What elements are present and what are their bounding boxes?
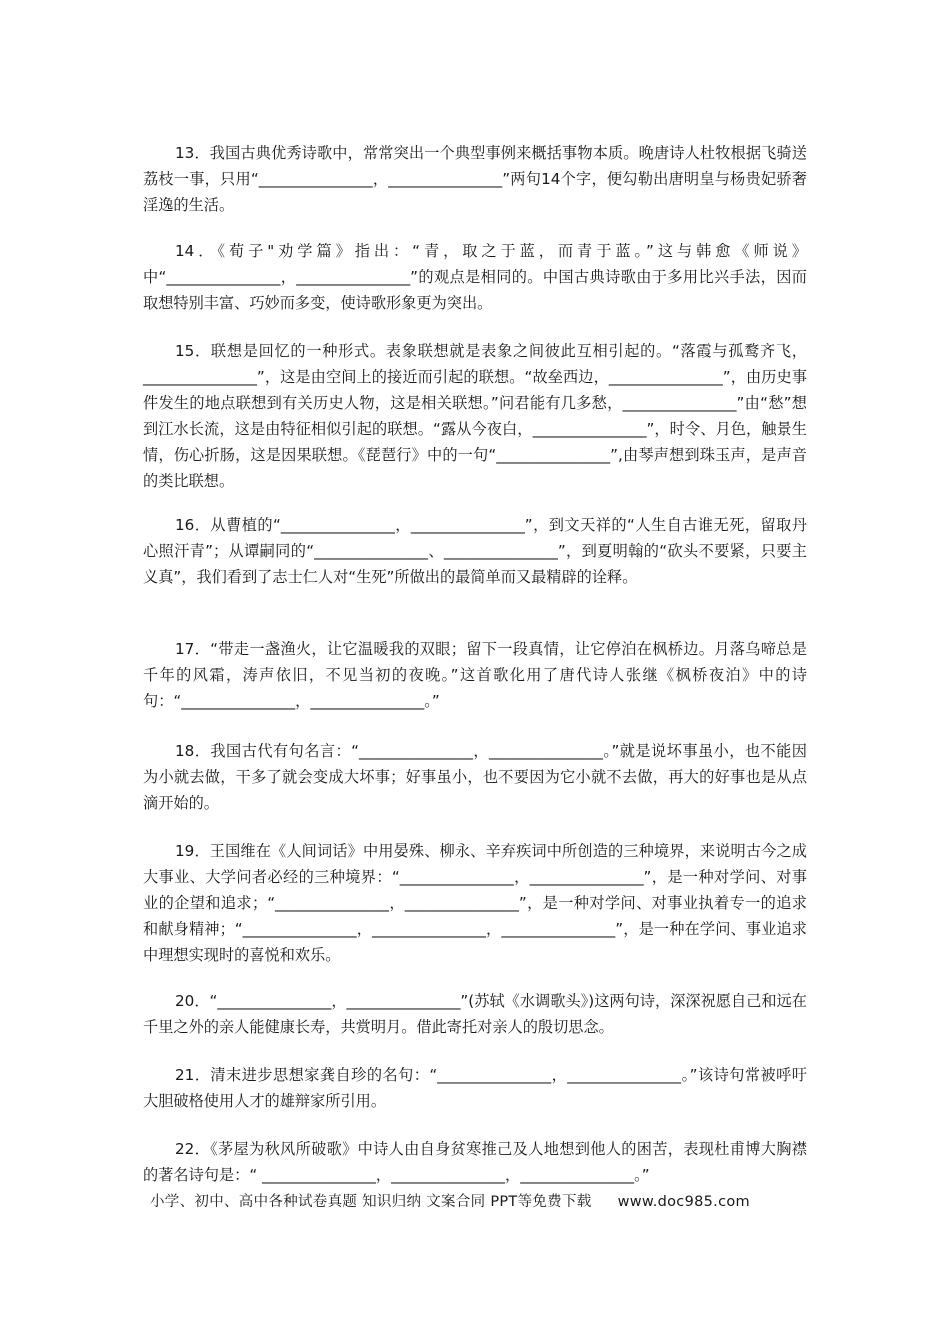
question-15 (143, 338, 807, 494)
page-footer (150, 1190, 830, 1211)
footer-website-link[interactable]: www.doc985.com (617, 1194, 750, 1210)
question-14-text: 14．《荀子"劝学篇》指出：“青，取之于蓝，而青于蓝。”这与韩愈《师说》中“_______________，_______________”的观点是相同的。中国古典诗歌由于多用比兴手法，因而取想特别丰富、巧妙而多变，使诗歌形象更为突出。 (143, 242, 807, 312)
question-22-text: 22．《茅屋为秋风所破歌》中诗人由自身贫寒推己及人地想到他人的困苦，表现杜甫博大胸襟的著名诗句是：“ _______________，_______________，_______________。” (143, 1140, 807, 1184)
footer-promo-text: 小学、初中、高中各种试卷真题 知识归纳 文案合同 PPT等免费下载 (150, 1194, 592, 1210)
question-16 (143, 512, 807, 590)
question-15-text: 15．联想是回忆的一种形式。表象联想就是表象之间彼此互相引起的。“落霞与孤鹜齐飞，_______________”，这是由空间上的接近而引起的联想。“故垒西边，_______________”，由历史事件发生的地点联想到有关历史人物，这是相关联想。”问君能有几多愁，_______________”由“愁”想到江水长流，这是由特征相似引起的联想。“露从今夜白，_______________”，时令、月色，触景生情，伤心折肠，这是因果联想。《琵琶行》中的一句“_______________”,由琴声想到珠玉声，是声音的类比联想。 (143, 342, 807, 490)
question-22 (143, 1136, 807, 1188)
question-13 (143, 140, 807, 218)
question-17-text: 17．“带走一盏渔火，让它温暖我的双眼；留下一段真情，让它停泊在枫桥边。月落乌啼总是千年的风霜，涛声依旧，不见当初的夜晚。”这首歌化用了唐代诗人张继《枫桥夜泊》中的诗句：“_______________，_______________。” (143, 640, 807, 710)
question-14 (143, 238, 807, 316)
question-20 (143, 988, 807, 1040)
question-19 (143, 838, 807, 968)
question-20-text: 20．“_______________，_______________”(苏轼《水调歌头》)这两句诗，深深祝愿自己和远在千里之外的亲人能健康长寿，共赏明月。借此寄托对亲人的殷切思念。 (143, 992, 807, 1036)
question-21-text: 21．清末进步思想家龚自珍的名句：“_______________，_______________。”该诗句常被呼吁大胆破格使用人才的雄辩家所引用。 (143, 1066, 807, 1110)
question-18 (143, 738, 807, 816)
question-18-text: 18．我国古代有句名言：“_______________，_______________。”就是说坏事虽小，也不能因为小就去做，干多了就会变成大坏事；好事虽小，也不要因为它小就不去做，再大的好事也是从点滴开始的。 (143, 742, 807, 812)
question-16-text: 16．从曹植的“_______________，_______________”，到文天祥的“人生自古谁无死，留取丹心照汗青”；从谭嗣同的“_______________、_______________”，到夏明翰的“砍头不要紧，只要主义真”，我们看到了志士仁人对“生死”所做出的最简单而又最精辟的诠释。 (143, 516, 807, 586)
question-13-text: 13．我国古典优秀诗歌中，常常突出一个典型事例来概括事物本质。晚唐诗人杜牧根据飞骑送荔枝一事，只用“_______________，_______________”两句14个字，便勾勒出唐明皇与杨贵妃骄奢淫逸的生活。 (143, 144, 807, 214)
question-19-text: 19．王国维在《人间词话》中用晏殊、柳永、辛弃疾词中所创造的三种境界，来说明古今之成大事业、大学问者必经的三种境界：“_______________，_______________”，是一种对学问、对事业的企望和追求；“_______________，_______________”，是一种对学问、对事业执着专一的追求和献身精神；“_______________，_______________，_______________”，是一种在学问、事业追求中理想实现时的喜悦和欢乐。 (143, 842, 807, 964)
question-21 (143, 1062, 807, 1114)
question-17 (143, 636, 807, 714)
